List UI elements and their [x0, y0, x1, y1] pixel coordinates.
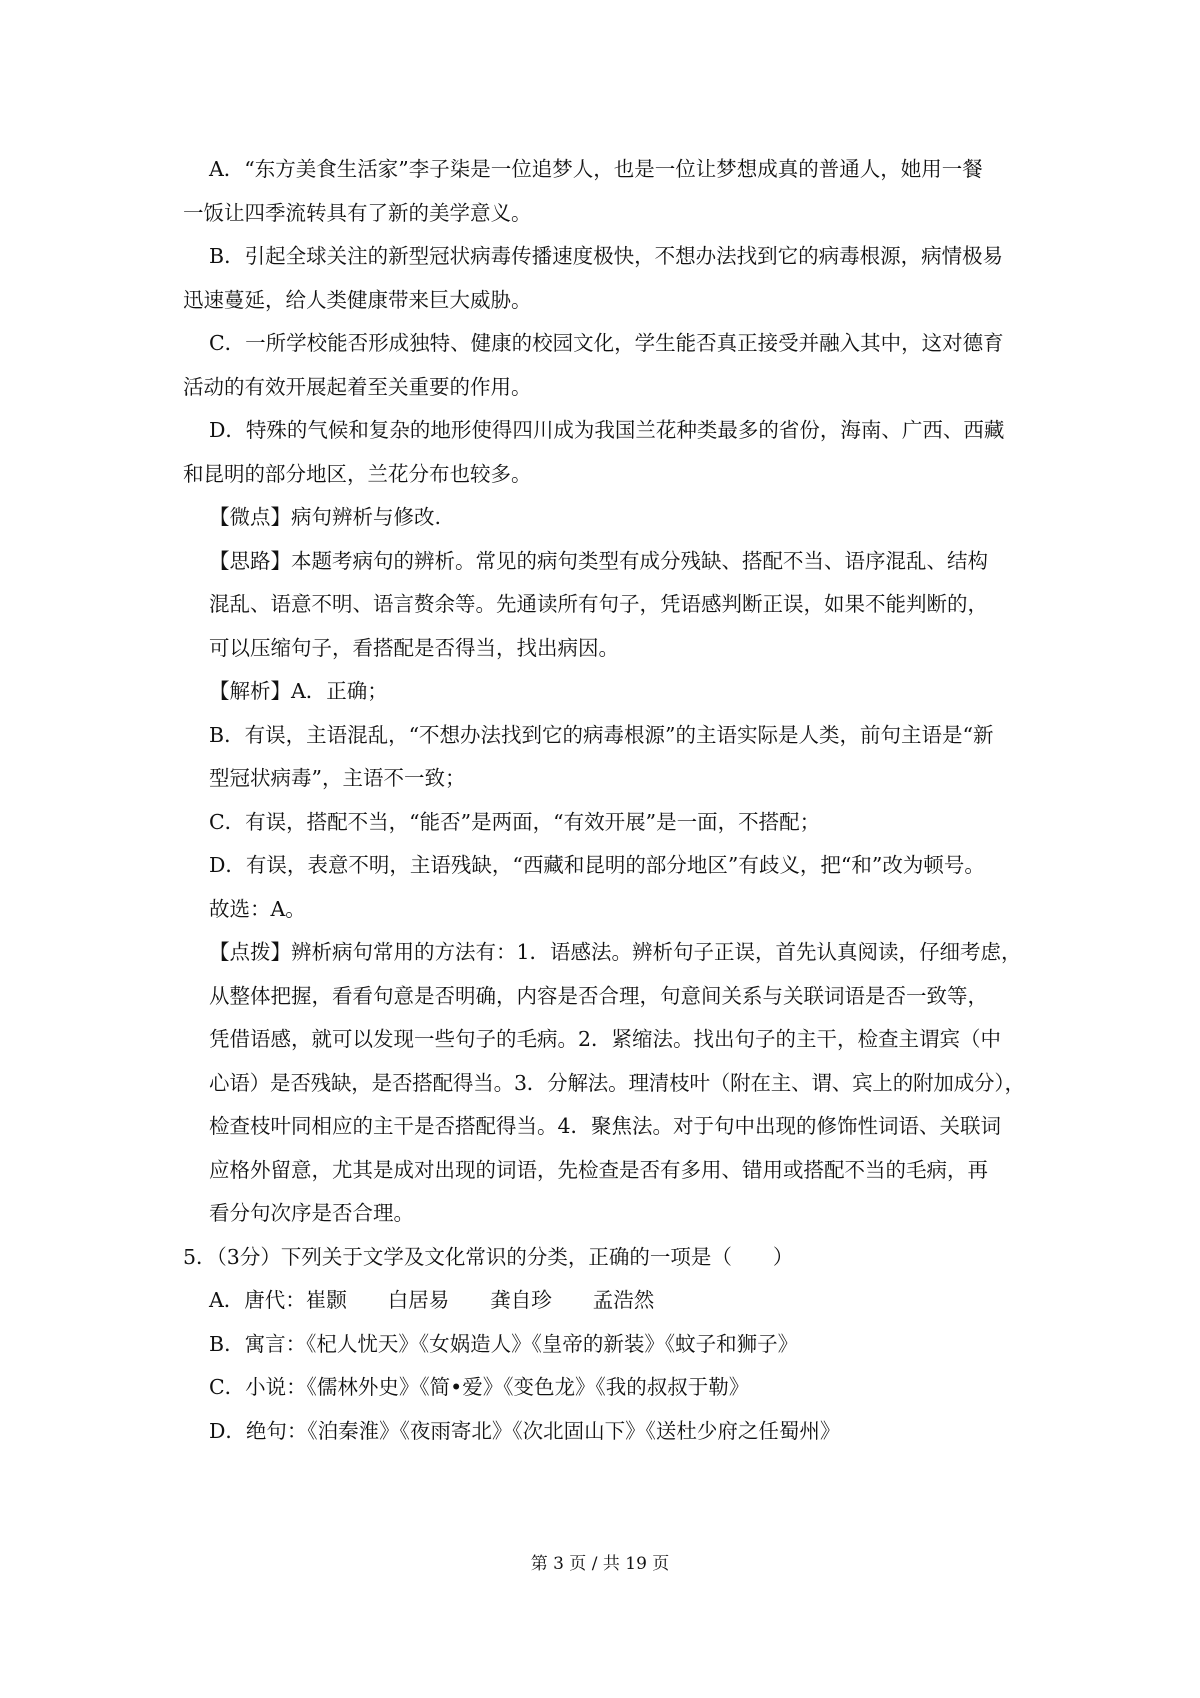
question-5-stem: 5．（3分）下列关于文学及文化常识的分类，正确的一项是（ ） — [183, 1245, 794, 1269]
dianbo-line-1: 【点拨】辨析病句常用的方法有：1．语感法。辨析句子正误，首先认真阅读，仔细考虑， — [209, 940, 1022, 964]
q5-option-d: D．绝句：《泊秦淮》《夜雨寄北》《次北固山下》《送杜少府之任蜀州》 — [209, 1419, 841, 1443]
option-d-line-2: 和昆明的部分地区，兰花分布也较多。 — [183, 462, 532, 486]
option-d-line-1: D．特殊的气候和复杂的地形使得四川成为我国兰花种类最多的省份，海南、广西、西藏 — [209, 418, 1005, 442]
option-b-line-1: B．引起全球关注的新型冠状病毒传播速度极快，不想办法找到它的病毒根源，病情极易 — [209, 244, 1004, 268]
option-c-line-1: C．一所学校能否形成独特、健康的校园文化，学生能否真正接受并融入其中，这对德育 — [209, 331, 1004, 355]
dianbo-line-4: 心语）是否残缺，是否搭配得当。3．分解法。理清枝叶（附在主、谓、宾上的附加成分）， — [209, 1071, 1025, 1095]
dianbo-line-6: 应格外留意，尤其是成对出现的词语，先检查是否有多用、错用或搭配不当的毛病，再 — [209, 1158, 988, 1182]
dianbo-line-2: 从整体把握，看看句意是否明确，内容是否合理，句意间关系与关联词语是否一致等， — [209, 984, 988, 1008]
jiexi-line-c: C．有误，搭配不当，“能否”是两面，“有效开展”是一面，不搭配； — [209, 810, 821, 834]
jiexi-line-d: D．有误，表意不明，主语残缺，“西藏和昆明的部分地区”有歧义，把“和”改为顿号。 — [209, 853, 985, 877]
weidian-heading: 【微点】病句辨析与修改. — [209, 505, 442, 529]
q5-option-b: B．寓言：《杞人忧天》《女娲造人》《皇帝的新装》《蚊子和狮子》 — [209, 1332, 799, 1356]
answer-line: 故选：A。 — [209, 897, 306, 921]
dianbo-line-5: 检查枝叶同相应的主干是否搭配得当。4．聚焦法。对于句中出现的修饰性词语、关联词 — [209, 1114, 1002, 1138]
q5-option-a: A．唐代：崔颢 白居易 龚自珍 孟浩然 — [209, 1288, 655, 1312]
dianbo-line-3: 凭借语感，就可以发现一些句子的毛病。2．紧缩法。找出句子的主干，检查主谓宾（中 — [209, 1027, 1002, 1051]
dianbo-line-7: 看分句次序是否合理。 — [209, 1201, 414, 1225]
option-a-line-2: 一饭让四季流转具有了新的美学意义。 — [183, 201, 532, 225]
option-b-line-2: 迅速蔓延，给人类健康带来巨大威胁。 — [183, 288, 532, 312]
jiexi-line-b-1: B．有误，主语混乱，“不想办法找到它的病毒根源”的主语实际是人类，前句主语是“新 — [209, 723, 994, 747]
silu-line-3: 可以压缩句子，看搭配是否得当，找出病因。 — [209, 636, 619, 660]
silu-line-1: 【思路】本题考病句的辨析。常见的病句类型有成分残缺、搭配不当、语序混乱、结构 — [209, 549, 988, 573]
q5-option-c: C．小说：《儒林外史》《简•爱》《变色龙》《我的叔叔于勒》 — [209, 1375, 750, 1399]
page-number-footer: 第 3 页 / 共 19 页 — [530, 1554, 670, 1574]
jiexi-line-b-2: 型冠状病毒”，主语不一致； — [209, 766, 466, 790]
jiexi-line-a: 【解析】A．正确； — [209, 679, 388, 703]
option-c-line-2: 活动的有效开展起着至关重要的作用。 — [183, 375, 532, 399]
option-a-line-1: A．“东方美食生活家”李子柒是一位追梦人，也是一位让梦想成真的普通人，她用一餐 — [209, 157, 983, 181]
silu-line-2: 混乱、语意不明、语言赘余等。先通读所有句子，凭语感判断正误，如果不能判断的， — [209, 592, 988, 616]
